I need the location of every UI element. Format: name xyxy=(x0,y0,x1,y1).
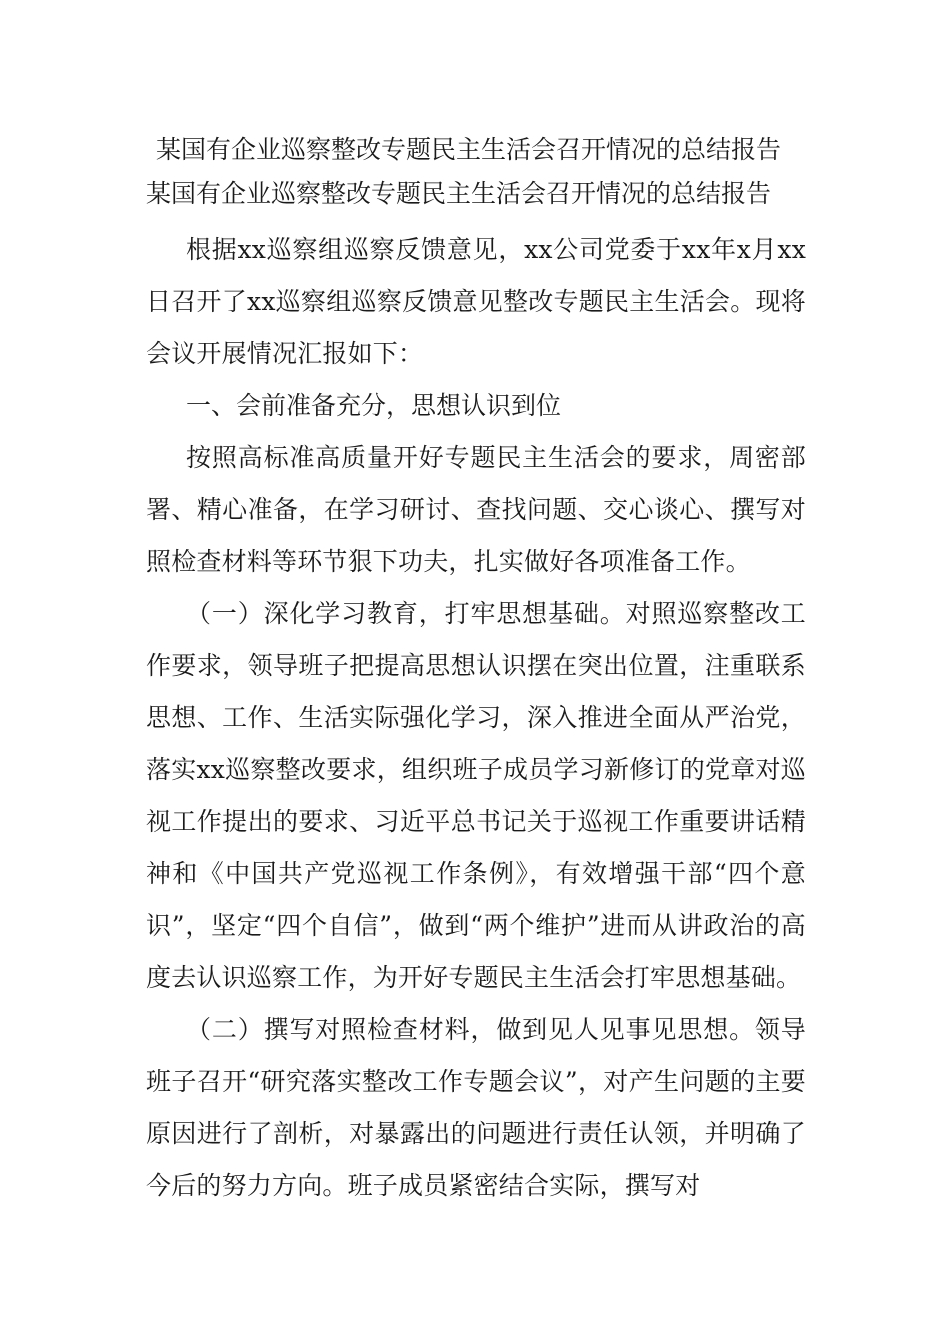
section-1-paragraph: 按照高标准高质量开好专题民主生活会的要求，周密部署、精心准备，在学习研讨、查找问题、交心谈心、撰写对照检查材料等环节狠下功夫，扎实做好各项准备工作。 xyxy=(146,443,806,576)
document-title-repeat: 某国有企业巡察整改专题民主生活会召开情况的总结报告 xyxy=(146,179,772,208)
subsection-1-paragraph: （一）深化学习教育，打牢思想基础。对照巡察整改工作要求，领导班子把提高思想认识摆在突出位置，注重联系思想、工作、生活实际强化学习，深入推进全面从严治党，落实xx巡察整改要求，组织班子成员学习新修订的党章对巡视工作提出的要求、习近平总书记关于巡视工作重要讲话精神和《中国共产党巡视工作条例》，有效增强干部“四个意识”，坚定“四个自信”，做到“两个维护”进而从讲政治的高度去认识巡察工作，为开好专题民主生活会打牢思想基础。 xyxy=(146,599,806,992)
intro-paragraph: 根据xx巡察组巡察反馈意见，xx公司党委于xx年x月xx日召开了xx巡察组巡察反馈意见整改专题民主生活会。现将会议开展情况汇报如下： xyxy=(146,235,806,368)
section-heading-1: 一、会前准备充分，思想认识到位 xyxy=(186,391,562,420)
subsection-2-paragraph: （二）撰写对照检查材料，做到见人见事见思想。领导班子召开“研究落实整改工作专题会议”，对产生问题的主要原因进行了剖析，对暴露出的问题进行责任认领，并明确了今后的努力方向。班子成员紧密结合实际，撰写对 xyxy=(146,1015,806,1200)
document-title: 某国有企业巡察整改专题民主生活会召开情况的总结报告 xyxy=(156,135,782,164)
document-body xyxy=(146,128,806,1212)
